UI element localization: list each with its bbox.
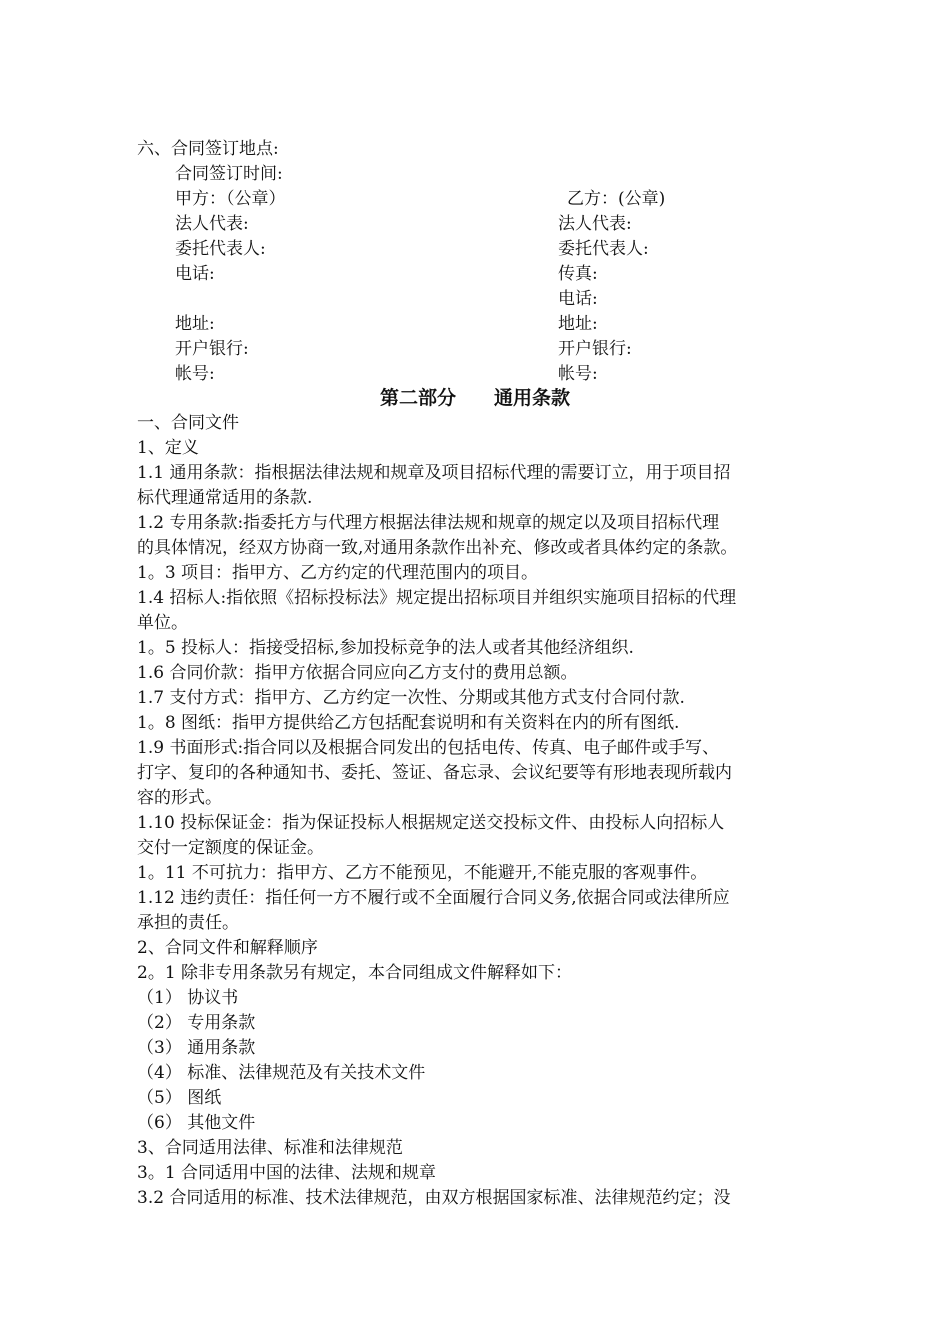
party-b-bank: 开户银行: xyxy=(558,339,632,359)
body-line: 2、合同文件和解释顺序 xyxy=(137,938,318,958)
party-a-agent: 委托代表人: xyxy=(175,239,266,259)
body-line: （3） 通用条款 xyxy=(137,1038,256,1058)
body-line: 1.4 招标人:指依照《招标投标法》规定提出招标项目并组织实施项目招标的代理 xyxy=(137,588,737,608)
body-line: 3.2 合同适用的标准、技术法律规范，由双方根据国家标准、法律规范约定；没 xyxy=(137,1188,731,1208)
body-line: 1。11 不可抗力：指甲方、乙方不能预见，不能避开,不能克服的客观事件。 xyxy=(137,863,708,883)
body-line: （6） 其他文件 xyxy=(137,1113,256,1133)
party-a-legal-rep: 法人代表: xyxy=(175,214,249,234)
body-line: 1.7 支付方式：指甲方、乙方约定一次性、分期或其他方式支付合同付款. xyxy=(137,688,685,708)
body-line: 3、合同适用法律、标准和法律规范 xyxy=(137,1138,403,1158)
body-line: 1.10 投标保证金：指为保证投标人根据规定送交投标文件、由投标人向招标人 xyxy=(137,813,725,833)
part-two-heading: 第二部分 通用条款 xyxy=(379,387,570,409)
body-line: 1、定义 xyxy=(137,438,199,458)
party-a-bank: 开户银行: xyxy=(175,339,249,359)
body-line: 1。3 项目：指甲方、乙方约定的代理范围内的项目。 xyxy=(137,563,539,583)
party-a-seal: 甲方：（公章） xyxy=(175,189,286,209)
party-b-phone: 电话: xyxy=(558,289,598,309)
body-line: （2） 专用条款 xyxy=(137,1013,256,1033)
body-line: （5） 图纸 xyxy=(137,1088,222,1108)
body-line: 的具体情况，经双方协商一致,对通用条款作出补充、修改或者具体约定的条款。 xyxy=(137,538,738,558)
body-line: 1。5 投标人：指接受招标,参加投标竞争的法人或者其他经济组织. xyxy=(137,638,634,658)
body-line: 1.9 书面形式:指合同以及根据合同发出的包括电传、传真、电子邮件或手写、 xyxy=(137,738,720,758)
party-b-agent: 委托代表人: xyxy=(558,239,649,259)
body-line: （1） 协议书 xyxy=(137,988,239,1008)
body-line: （4） 标准、法律规范及有关技术文件 xyxy=(137,1063,426,1083)
party-b-seal: 乙方：(公章) xyxy=(567,189,666,209)
body-line: 3。1 合同适用中国的法律、法规和规章 xyxy=(137,1163,437,1183)
body-line: 1.1 通用条款：指根据法律法规和规章及项目招标代理的需要订立，用于项目招 xyxy=(137,463,731,483)
body-line: 标代理通常适用的条款. xyxy=(137,488,313,508)
party-a-phone: 电话: xyxy=(175,264,215,284)
body-line: 打字、复印的各种通知书、委托、签证、备忘录、会议纪要等有形地表现所载内 xyxy=(137,763,732,783)
body-line: 1.6 合同价款：指甲方依据合同应向乙方支付的费用总额。 xyxy=(137,663,578,683)
signing-place-label: 六、合同签订地点: xyxy=(137,139,279,159)
body-line: 1.12 违约责任：指任何一方不履行或不全面履行合同义务,依据合同或法律所应 xyxy=(137,888,730,908)
party-a-address: 地址: xyxy=(175,314,215,334)
body-line: 容的形式。 xyxy=(137,788,222,808)
body-line: 一、合同文件 xyxy=(137,413,239,433)
body-line: 单位。 xyxy=(137,613,188,633)
body-line: 1.2 专用条款:指委托方与代理方根据法律法规和规章的规定以及项目招标代理 xyxy=(137,513,720,533)
party-b-account: 帐号: xyxy=(558,364,598,384)
party-b-fax: 传真: xyxy=(558,264,598,284)
party-a-account: 帐号: xyxy=(175,364,215,384)
party-b-legal-rep: 法人代表: xyxy=(558,214,632,234)
party-b-address: 地址: xyxy=(558,314,598,334)
body-line: 交付一定额度的保证金。 xyxy=(137,838,324,858)
body-line: 承担的责任。 xyxy=(137,913,239,933)
body-line: 2。1 除非专用条款另有规定，本合同组成文件解释如下： xyxy=(137,963,573,983)
signing-time-label: 合同签订时间: xyxy=(175,164,283,184)
body-line: 1。8 图纸：指甲方提供给乙方包括配套说明和有关资料在内的所有图纸. xyxy=(137,713,680,733)
